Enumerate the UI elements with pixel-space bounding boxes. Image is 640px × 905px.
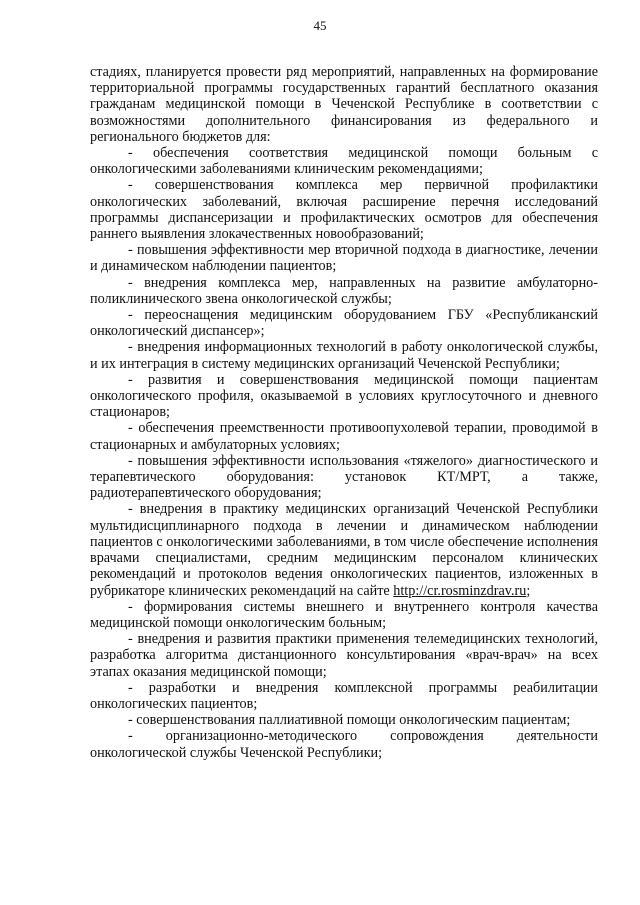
list-item: - повышения эффективности мер вторичной подхода в диагностике, лечении и динамическом наблюдении пациентов;	[90, 242, 598, 275]
list-item: - внедрения и развития практики применения телемедицинских технологий, разработка алгоритма дистанционного консультирования «врач-врач» на всех этапах оказания медицинской помощи;	[90, 631, 598, 680]
list-item: - организационно-методического сопровождения деятельности онкологической службы Чеченской Республики;	[90, 728, 598, 761]
list-item: - внедрения информационных технологий в работу онкологической службы, и их интеграция в систему медицинских организаций Чеченской Республики;	[90, 339, 598, 372]
list-item: - внедрения комплекса мер, направленных на развитие амбулаторно-поликлинического звена онкологической службы;	[90, 274, 598, 307]
list-item: - формирования системы внешнего и внутреннего контроля качества медицинской помощи онкологическим больным;	[90, 598, 598, 631]
list-item-text-end: ;	[526, 582, 531, 599]
list-item: - обеспечения преемственности противоопухолевой терапии, проводимой в стационарных и амбулаторных условиях;	[90, 420, 598, 453]
page-number: 45	[313, 18, 327, 33]
list-item: - переоснащения медицинским оборудованием ГБУ «Республиканский онкологический диспансер»;	[90, 307, 598, 340]
list-item-with-link	[90, 501, 598, 598]
list-item: - совершенствования комплекса мер первичной профилактики онкологических заболеваний, включая расширение перечня исследований программы диспансеризации и профилактических осмотров для обеспечения раннего выявления злокачественных новообразований;	[90, 177, 598, 243]
list-item: - обеспечения соответствия медицинской помощи больным с онкологическими заболеваниями клиническим рекомендациями;	[90, 145, 598, 178]
list-item: - совершенствования паллиативной помощи онкологическим пациентам;	[128, 712, 571, 729]
body-text	[90, 64, 598, 761]
list-item-text: - внедрения в практику медицинских организаций Чеченской Республики мультидисциплинарного подхода в лечении и динамическом наблюдении пациентов с онкологическими заболеваниями, в том числе обеспечение исполнения врачами специалистами, средним медицинским персоналом клинических рекомендаций и протоколов ведения онкологических пациентов, изложенных в рубрикаторе клинических рекомендаций на сайте	[90, 501, 598, 599]
list-item: - повышения эффективности использования «тяжелого» диагностического и терапевтического оборудования: установок КТ/МРТ, а также, радиотерапевтического оборудования;	[90, 452, 598, 502]
list-item: - разработки и внедрения комплексной программы реабилитации онкологических пациентов;	[90, 679, 598, 712]
list-item: - развития и совершенствования медицинской помощи пациентам онкологического профиля, оказываемой в условиях круглосуточного и дневного стационаров;	[90, 371, 598, 421]
intro-paragraph: стадиях, планируется провести ряд мероприятий, направленных на формирование территориальной программы государственных гарантий бесплатного оказания гражданам медицинской помощи в Чеченской Республике в соответствии с возможностями дополнительного финансирования из федерального и регионального бюджетов для:	[90, 64, 598, 145]
rubricator-link[interactable]: http://cr.rosminzdrav.ru	[393, 582, 527, 599]
